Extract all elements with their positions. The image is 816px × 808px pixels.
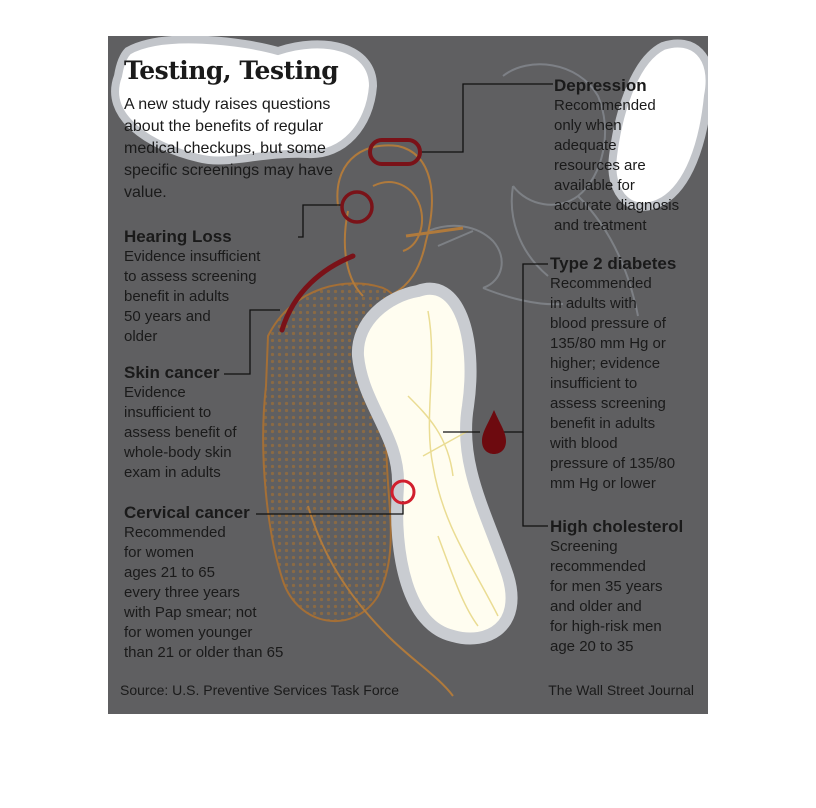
page-title: Testing, Testing (124, 56, 339, 85)
block-skin-cancer (124, 363, 274, 483)
leader-depression (420, 84, 553, 152)
block-depression (554, 76, 704, 236)
page-subtitle: A new study raises questions about the benefits of regular medical checkups, but some specific screenings may have value. (124, 96, 333, 201)
block-cervical-cancer (124, 503, 334, 663)
block-type2-diabetes (550, 254, 700, 494)
heading-high-cholesterol: High cholesterol (550, 517, 684, 536)
leader-cholesterol (523, 432, 548, 526)
source-note: Source: U.S. Preventive Services Task Force (120, 682, 400, 698)
leader-diabetes (503, 264, 548, 432)
heading-type2-diabetes: Type 2 diabetes (550, 254, 677, 273)
leader-hearing (298, 205, 343, 237)
publisher-credit: The Wall Street Journal (548, 682, 694, 698)
blood-drop-icon (482, 410, 506, 454)
infographic-panel (108, 36, 708, 714)
block-high-cholesterol (550, 517, 700, 657)
heading-skin-cancer: Skin cancer (124, 363, 220, 382)
heading-hearing-loss: Hearing Loss (124, 227, 232, 246)
heading-cervical-cancer: Cervical cancer (124, 503, 250, 522)
text-hearing-loss: Evidence insufficient to assess screening benefit in adults 50 years and older (124, 248, 261, 345)
text-skin-cancer: Evidence insufficient to assess benefit of whole-body skin exam in adults (124, 384, 237, 481)
text-cervical-cancer: Recommended for women ages 21 to 65 every three years with Pap smear; not for women younger than 21 or older than 65 (124, 524, 284, 661)
block-hearing-loss (124, 227, 299, 347)
patient-face (373, 182, 422, 251)
heading-depression: Depression (554, 76, 647, 95)
text-high-cholesterol: Screening recommended for men 35 years and older and for high-risk men age 20 to 35 (550, 538, 663, 655)
text-type2-diabetes: Recommended in adults with blood pressure of 135/80 mm Hg or higher; evidence insufficient to assess screening benefit in adults with blood pressure of 135/80 mm Hg or lower (550, 275, 676, 492)
text-depression: Recommended only when adequate resources are available for accurate diagnosis and treatment (554, 97, 680, 234)
